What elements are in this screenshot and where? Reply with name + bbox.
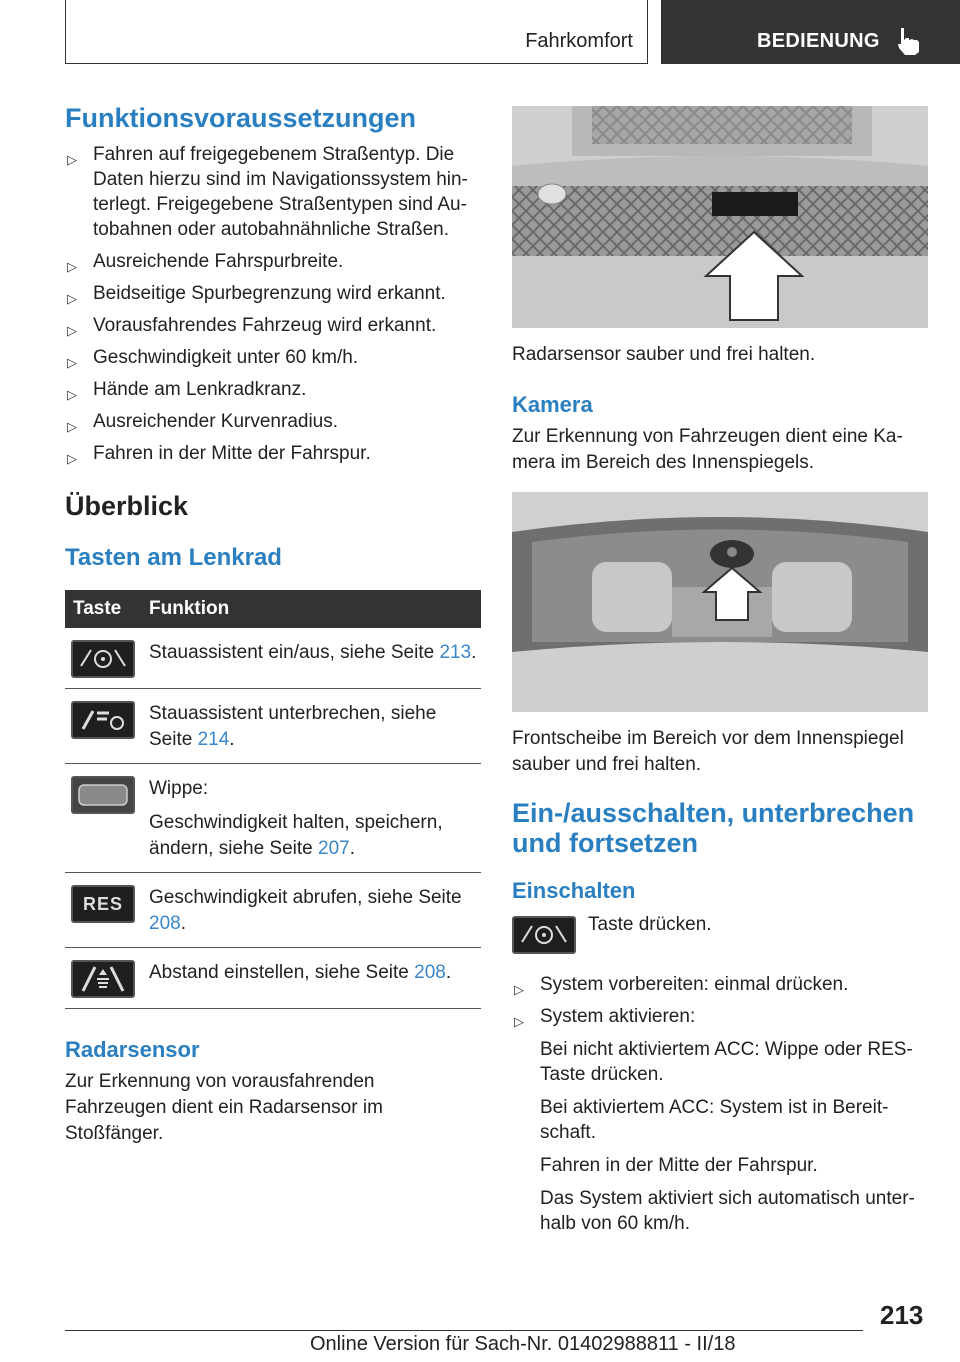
- list-item: ▷ Ausreichender Kurvenradius.: [65, 409, 481, 434]
- radar-sensor-photo: [512, 106, 928, 328]
- table-row: Stauassistent unterbrechen, siehe Seite 214.: [65, 689, 481, 764]
- table-row: RES Geschwindigkeit abrufen, siehe Seite 208.: [65, 873, 481, 948]
- table-row: Wippe: Geschwindigkeit halten, speichern, ändern, siehe Seite 207.: [65, 764, 481, 873]
- press-row: [512, 912, 928, 954]
- header-section-box: [65, 0, 648, 64]
- page-link[interactable]: 214: [197, 729, 230, 750]
- triangle-bullet-icon: ▷: [67, 419, 77, 434]
- radar-text: Zur Erkennung von vorausfahrenden Fahrzeugen dient ein Radarsensor im Stoßfänger.: [65, 1071, 383, 1144]
- section-title: Fahrkomfort: [525, 30, 633, 52]
- triangle-bullet-icon: ▷: [67, 152, 77, 167]
- page-link[interactable]: 213: [439, 642, 472, 663]
- table-header-key: Taste: [65, 590, 145, 628]
- list-item: ▷ System vorbereiten: einmal drücken.: [512, 972, 928, 997]
- table-row: Abstand einstellen, siehe Seite 208.: [65, 948, 481, 1009]
- list-item: ▷ Geschwindigkeit unter 60 km/h.: [65, 345, 481, 370]
- page-link[interactable]: 208: [414, 962, 446, 983]
- left-column: [65, 100, 481, 1147]
- press-text: Taste drücken.: [588, 914, 712, 935]
- triangle-bullet-icon: ▷: [514, 982, 524, 997]
- list-item: ▷ Fahren in der Mitte der Fahrspur.: [65, 441, 481, 466]
- list-item: ▷ System aktivieren: Bei nicht aktiviertem ACC: Wippe oder RES-Taste drücken. Bei aktiviertem ACC: System ist in Bereit-schaft. Fahren in der Mitte der Fahrspur. Das System aktiviert sich automatisch unter-halb von 60 km/h.: [514, 1006, 915, 1234]
- list-item: ▷ Hände am Lenkradkranz.: [65, 377, 481, 402]
- triangle-bullet-icon: ▷: [67, 387, 77, 402]
- buttons-heading: Tasten am Lenkrad: [65, 544, 282, 571]
- distance-icon: [71, 960, 135, 998]
- buttons-table: [65, 590, 481, 1009]
- triangle-bullet-icon: ▷: [67, 291, 77, 306]
- triangle-bullet-icon: ▷: [67, 355, 77, 370]
- triangle-bullet-icon: ▷: [67, 451, 77, 466]
- steering-assist-icon: [512, 916, 576, 954]
- camera-text: Zur Erkennung von Fahrzeugen dient eine Ka-mera im Bereich des Innenspiegels.: [512, 426, 903, 473]
- camera-heading: Kamera: [512, 392, 593, 417]
- overview-heading: Überblick: [65, 491, 189, 521]
- right-column: [512, 100, 928, 1243]
- onoff-heading: Ein-/ausschalten, unterbrechen und fortsetzen: [512, 798, 915, 858]
- list-item: ▷ Ausreichende Fahrspurbreite.: [65, 249, 481, 274]
- page-number: 213: [880, 1300, 924, 1330]
- radar-heading: Radarsensor: [65, 1037, 200, 1062]
- triangle-bullet-icon: ▷: [514, 1014, 524, 1029]
- prereq-heading: Funktionsvoraussetzungen: [65, 103, 417, 133]
- list-item: ▷ Fahren auf freigegebenem Straßentyp. Die Daten hierzu sind im Navigationssystem hin-terlegt. Freigegebene Straßentypen sind Au-tobahnen oder autobahnähnliche Straßen.: [67, 144, 468, 240]
- camera-photo: [512, 492, 928, 712]
- chapter-title: BEDIENUNG: [757, 30, 880, 52]
- list-item: ▷ Vorausfahrendes Fahrzeug wird erkannt.: [65, 313, 481, 338]
- list-item: ▷ Beidseitige Spurbegrenzung wird erkannt.: [65, 281, 481, 306]
- rocker-switch-icon: [71, 776, 135, 814]
- steering-assist-icon: [71, 640, 135, 678]
- pointing-hand-icon: [893, 26, 925, 56]
- triangle-bullet-icon: ▷: [67, 323, 77, 338]
- steps-list: [512, 972, 928, 1236]
- page-link[interactable]: 207: [318, 838, 350, 859]
- page-link[interactable]: 208: [149, 913, 181, 934]
- table-header-function: Funktion: [145, 590, 481, 628]
- radar-caption: Radarsensor sauber und frei halten.: [512, 344, 816, 365]
- steering-assist-interrupt-icon: [71, 701, 135, 739]
- res-button-icon: RES: [71, 885, 135, 923]
- header-chapter-box: [661, 0, 960, 64]
- prereq-list: [65, 142, 481, 466]
- camera-caption: Frontscheibe im Bereich vor dem Innenspiegel sauber und frei halten.: [512, 728, 904, 775]
- footer-divider: [65, 1330, 863, 1331]
- table-row: Stauassistent ein/aus, siehe Seite 213.: [65, 628, 481, 689]
- enable-heading: Einschalten: [512, 878, 636, 903]
- footer-online-version: Online Version für Sach-Nr. 01402988811 - II/18: [310, 1333, 736, 1355]
- triangle-bullet-icon: ▷: [67, 259, 77, 274]
